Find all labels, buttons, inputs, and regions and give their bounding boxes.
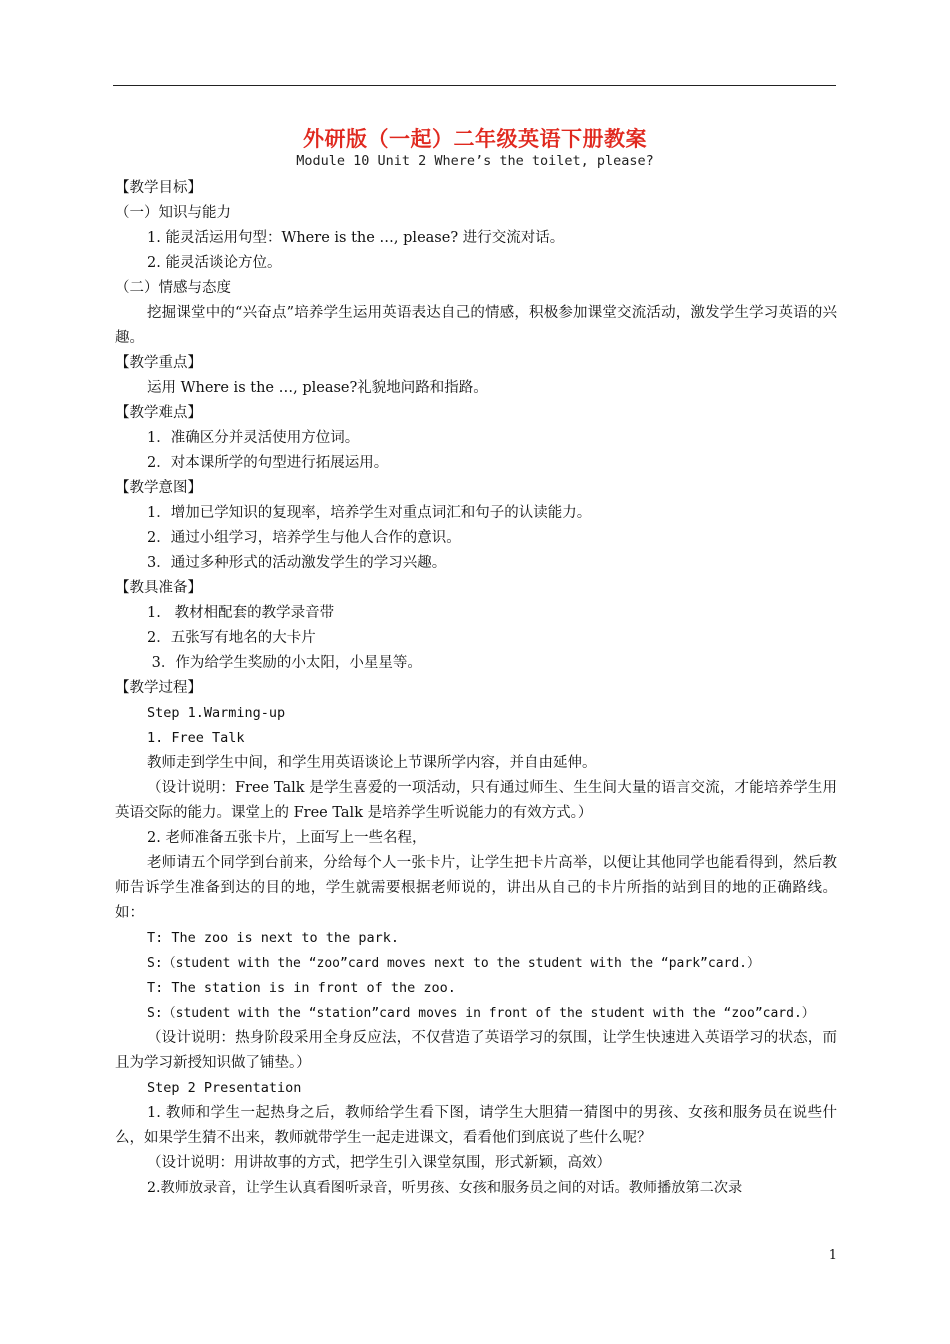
list-item: 2．对本课所学的句型进行拓展运用。 [147,455,389,471]
section-heading: 【教学目标】 [115,180,202,196]
list-item: 2. 能灵活谈论方位。 [147,255,282,271]
list-item: 3．作为给学生奖励的小太阳，小星星等。 [147,655,422,671]
paragraph: 教师走到学生中间，和学生用英语谈论上节课所学内容，并自由延伸。 [147,755,597,771]
design-note: （设计说明：热身阶段采用全身反应法，不仅营造了英语学习的氛围，让学生快速进入英语学习的状态，而且为学习新授知识做了铺垫。） [115,1030,837,1071]
list-item: 1. 教材相配套的教学录音带 [147,605,335,621]
subsection-heading: （一）知识与能力 [115,205,231,221]
document-body [115,176,837,1201]
dialogue-line: T: The station is in front of the zoo. [147,980,456,996]
dialogue-line: S:（student with the “zoo”card moves next to the student with the “park”card.） [147,956,760,971]
list-item: 2．通过小组学习，培养学生与他人合作的意识。 [147,530,461,546]
section-heading: 【教学重点】 [115,355,202,371]
list-item: 2．五张写有地名的大卡片 [147,630,316,646]
paragraph: 老师请五个同学到台前来，分给每个人一张卡片，让学生把卡片高举，以便让其他同学也能看得到，然后教师告诉学生准备到达的目的地，学生就需要根据老师说的，讲出从自己的卡片所指的站到目的地的正确路线。如： [115,855,837,921]
step-item: 1. 教师和学生一起热身之后，教师给学生看下图，请学生大胆猜一猜图中的男孩、女孩和服务员在说些什么，如果学生猜不出来，教师就带学生一起走进课文，看看他们到底说了些什么呢？ [115,1105,837,1146]
section-heading: 【教学意图】 [115,480,202,496]
list-item: 1. 能灵活运用句型：Where is the …, please? 进行交流对话。 [147,230,565,246]
paragraph: 挖掘课堂中的“兴奋点”培养学生运用英语表达自己的情感，积极参加课堂交流活动，激发学生学习英语的兴趣。 [115,305,837,346]
step-item: 2.教师放录音，让学生认真看图听录音，听男孩、女孩和服务员之间的对话。教师播放第二次录 [147,1180,743,1196]
header-rule [113,85,836,86]
document-subtitle: Module 10 Unit 2 Where’s the toilet, please? [296,153,654,169]
step-item: 2. 老师准备五张卡片，上面写上一些名程， [147,830,427,846]
section-heading: 【教具准备】 [115,580,202,596]
list-item: 1．增加已学知识的复现率，培养学生对重点词汇和句子的认读能力。 [147,505,592,521]
list-item: 1．准确区分并灵活使用方位词。 [147,430,360,446]
dialogue-line: T: The zoo is next to the park. [147,930,399,946]
section-heading: 【教学过程】 [115,680,202,696]
section-heading: 【教学难点】 [115,405,202,421]
list-item: 3．通过多种形式的活动激发学生的学习兴趣。 [147,555,447,571]
document-title: 外研版（一起）二年级英语下册教案 [303,126,647,151]
step-item: 1. Free Talk [147,730,245,746]
design-note: （设计说明：Free Talk 是学生喜爱的一项活动，只有通过师生、生生间大量的语言交流，才能培养学生用英语交际的能力。课堂上的 Free Talk 是培养学生听说能力的有效方式。） [115,780,837,821]
step-heading: Step 2 Presentation [147,1080,302,1096]
subsection-heading: （二）情感与态度 [115,280,231,296]
paragraph: 运用 Where is the …, please?礼貌地问路和指路。 [147,380,488,396]
step-heading: Step 1.Warming-up [147,705,286,721]
page-number: 1 [828,1248,837,1263]
dialogue-line: S:（student with the “station”card moves in front of the student with the “zoo”card.） [147,1006,815,1021]
design-note: （设计说明：用讲故事的方式，把学生引入课堂氛围，形式新颖，高效） [147,1155,611,1171]
